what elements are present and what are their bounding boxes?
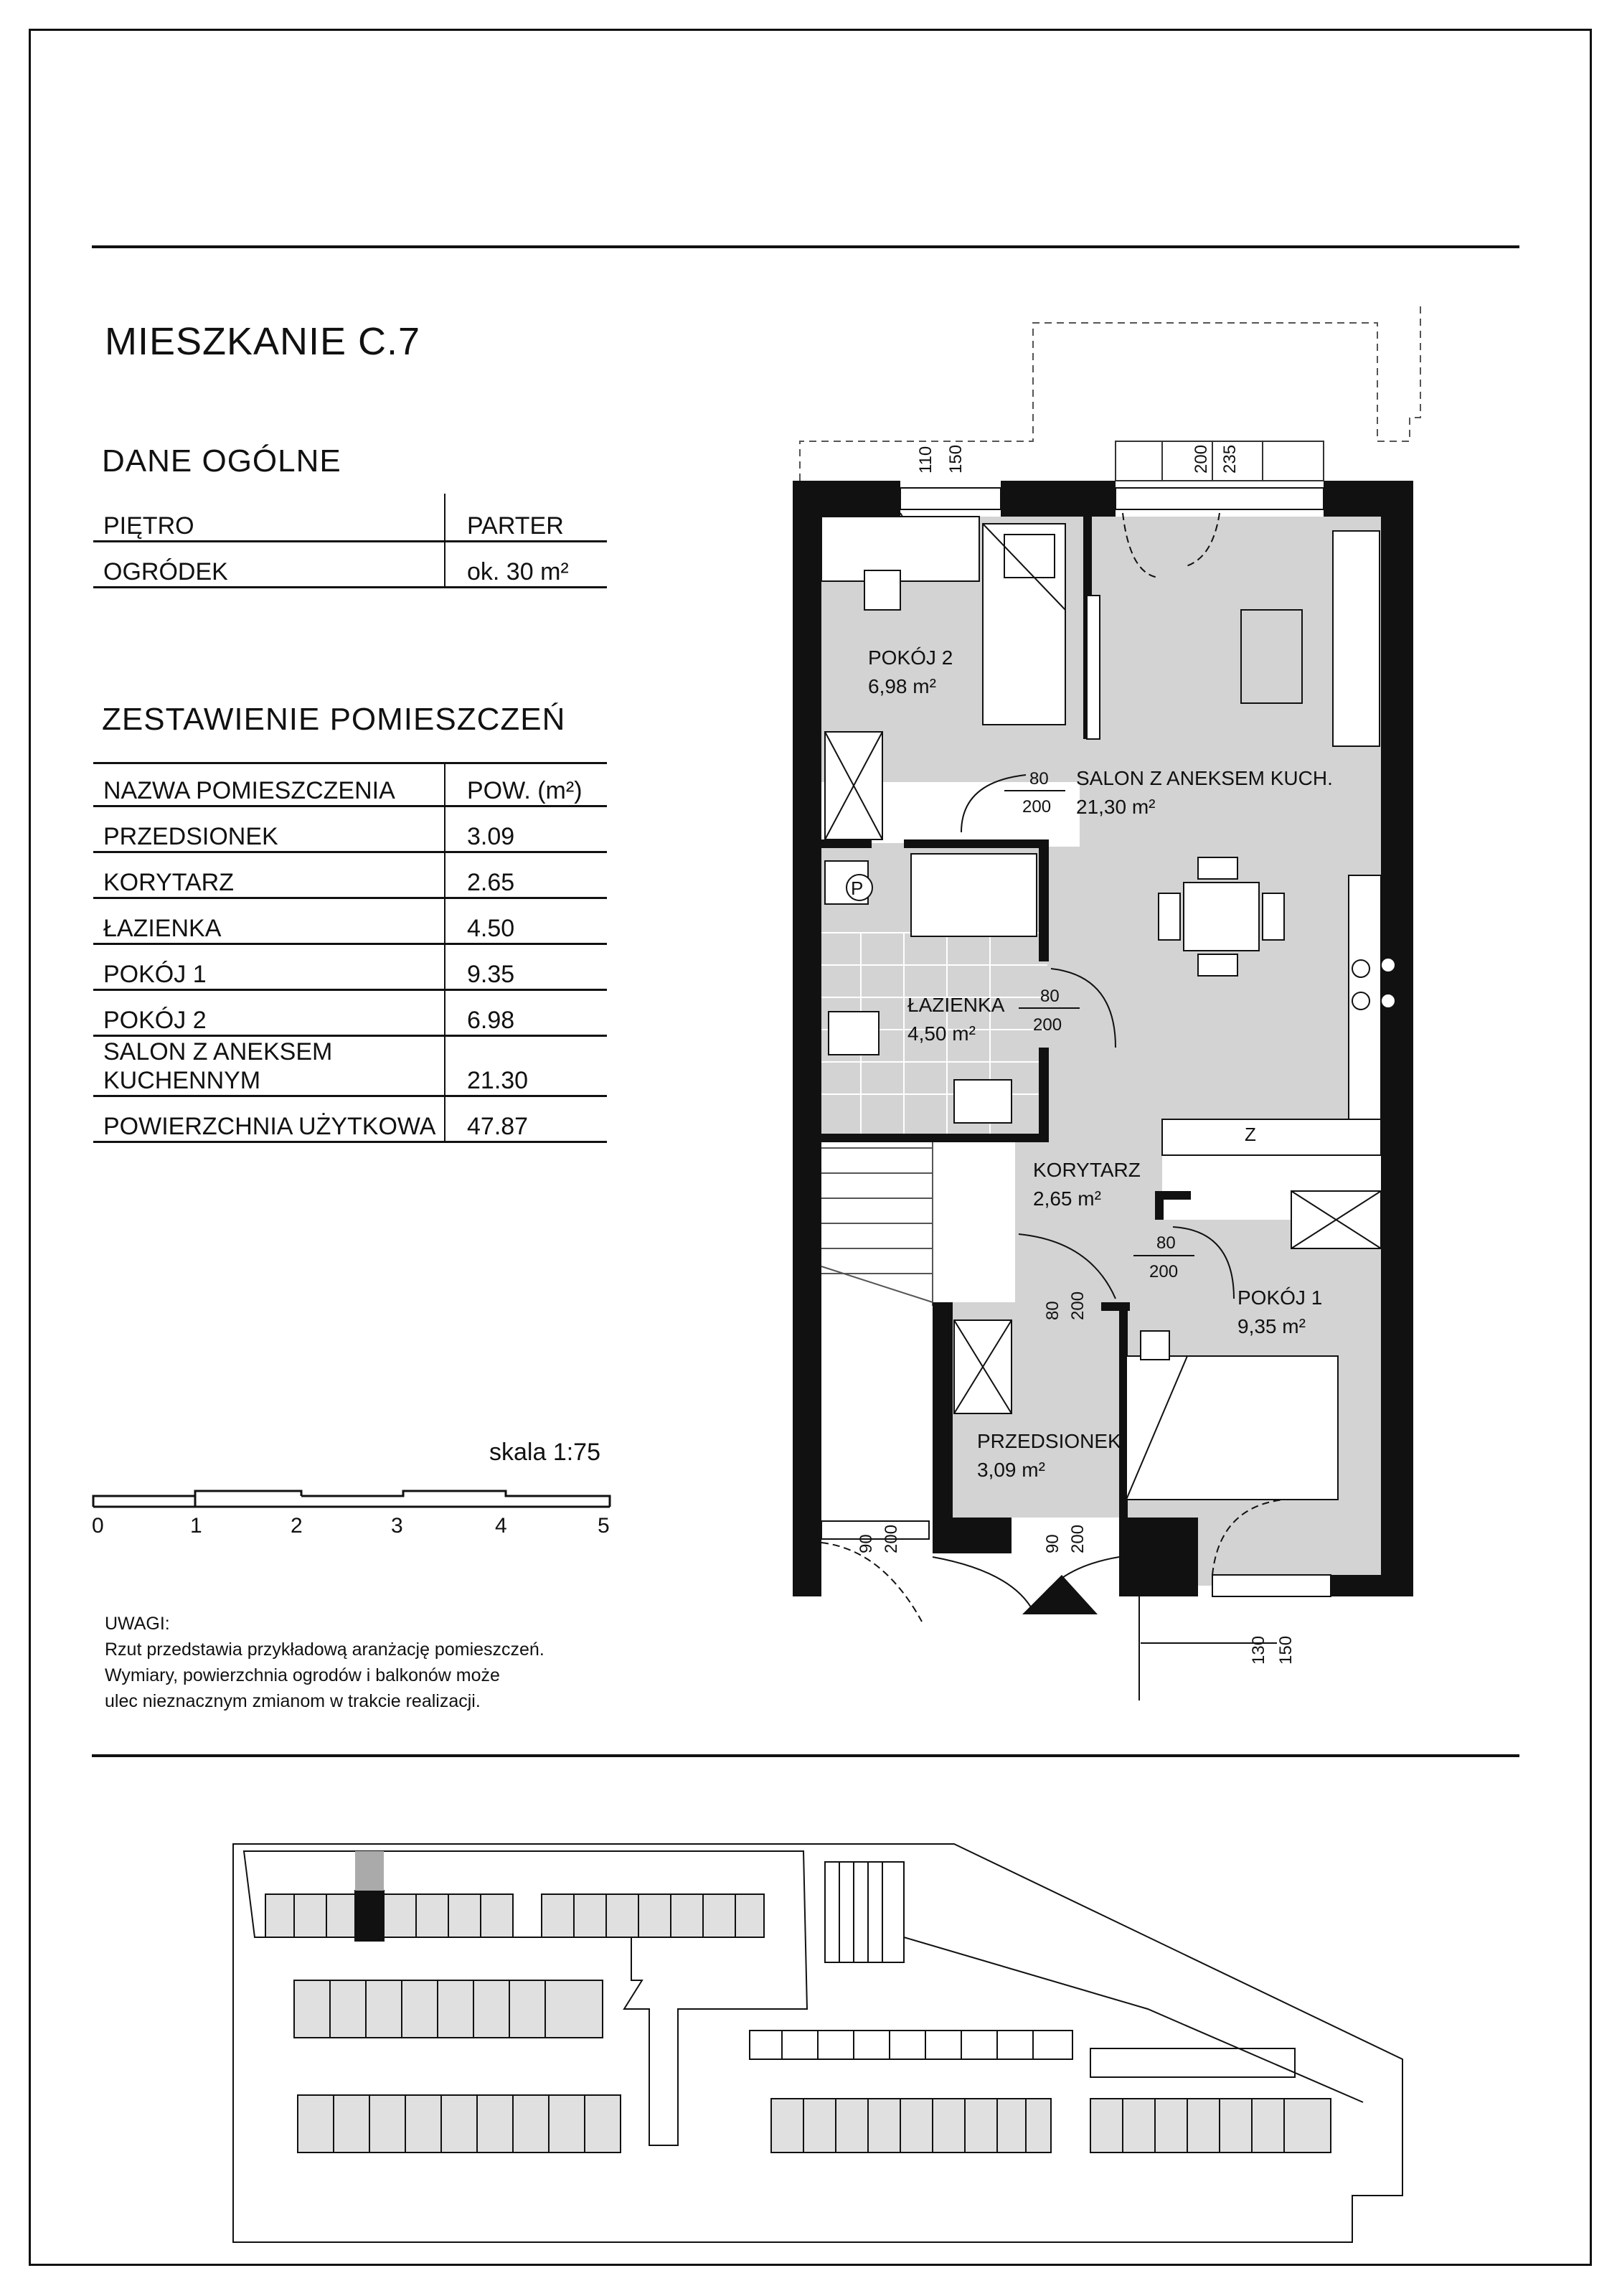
scale-tick: 5	[598, 1514, 610, 1538]
room-area: 9.35	[445, 944, 607, 990]
scale-bar	[93, 1491, 610, 1507]
room-area: 21.30	[445, 1036, 607, 1096]
wall-bottom-left	[793, 1507, 821, 1596]
rooms-heading: ZESTAWIENIE POMIESZCZEŃ	[102, 702, 566, 737]
notes-line: Wymiary, powierzchnia ogrodów i balkonów może	[105, 1665, 500, 1685]
window-pokoj2	[900, 488, 1001, 509]
general-heading: DANE OGÓLNE	[102, 443, 341, 479]
wall-partition-3	[904, 839, 1047, 848]
dim-150: 150	[1276, 1635, 1296, 1665]
building	[771, 2099, 1051, 2152]
notes-line: ulec nieznacznym zmianom w trakcie realizacji.	[105, 1691, 481, 1711]
label-przedsionek: PRZEDSIONEK	[977, 1430, 1121, 1452]
notes-heading: UWAGI:	[105, 1614, 170, 1634]
chair-pokoj2	[864, 570, 900, 610]
stairs	[821, 1141, 933, 1306]
wall-left	[793, 481, 821, 1596]
scale-tick: 4	[495, 1514, 507, 1538]
wall-top-left	[793, 481, 900, 517]
wall-partition-9	[1162, 1191, 1191, 1200]
room-area: 3.09	[445, 806, 607, 852]
building	[542, 1894, 764, 1937]
sofa	[1333, 531, 1380, 746]
building	[294, 1980, 603, 2038]
building	[265, 1894, 513, 1937]
building	[298, 2095, 621, 2152]
room-name: SALON Z ANEKSEM KUCHENNYM	[93, 1036, 445, 1096]
area-korytarz: 2,65 m²	[1033, 1187, 1101, 1210]
wall-bottom-rright	[1331, 1575, 1413, 1596]
label-salon: SALON Z ANEKSEM KUCH.	[1076, 767, 1333, 789]
room-area: 4.50	[445, 898, 607, 944]
wall-partition-10	[1101, 1302, 1130, 1311]
dim-door-80: 80	[1040, 987, 1060, 1006]
dim-200: 200	[1068, 1524, 1088, 1553]
area-salon: 21,30 m²	[1076, 796, 1156, 818]
page-title: MIESZKANIE C.7	[105, 320, 421, 363]
dim-80-vertical: 80	[1043, 1301, 1062, 1320]
room-area: 2.65	[445, 852, 607, 898]
wall-right	[1381, 481, 1413, 1596]
room-area: 47.87	[445, 1096, 607, 1142]
site-plan	[233, 1844, 1402, 2242]
sink	[954, 1080, 1012, 1123]
dim-110: 110	[916, 446, 935, 474]
wall-partition-4	[1039, 839, 1049, 961]
tv-unit	[1087, 596, 1100, 739]
wall-partition-5	[1039, 1048, 1049, 1137]
dim-235: 235	[1220, 444, 1240, 474]
room-name: POKÓJ 1	[93, 944, 445, 990]
room-name: ŁAZIENKA	[93, 898, 445, 944]
label-korytarz: KORYTARZ	[1033, 1159, 1141, 1181]
notes-line: Rzut przedstawia przykładową aranżację pomieszczeń.	[105, 1639, 544, 1660]
wall-bottom-mid	[933, 1518, 1012, 1553]
room-name: PRZEDSIONEK	[93, 806, 445, 852]
col-header-area: POW. (m²)	[445, 763, 607, 806]
apartment-marker-garden	[355, 1851, 384, 1891]
dim-door-200: 200	[1022, 797, 1052, 817]
area-pokoj1: 9,35 m²	[1237, 1315, 1306, 1337]
meter	[1141, 1331, 1169, 1360]
terrace	[1116, 441, 1324, 481]
col-header-name: NAZWA POMIESZCZENIA	[93, 763, 445, 806]
label-garden: OGRÓDEK	[93, 541, 445, 587]
coffee-table	[1241, 610, 1302, 703]
wall-partition-2	[821, 839, 872, 848]
scale-label: skala 1:75	[489, 1439, 600, 1466]
room-name: POKÓJ 2	[93, 990, 445, 1036]
area-pokoj2: 6,98 m²	[868, 675, 936, 697]
dim-200: 200	[882, 1524, 901, 1553]
dim-150: 150	[946, 444, 966, 474]
garden-outline	[800, 301, 1420, 481]
wall-bottom-pillar	[933, 1302, 953, 1518]
wall-top-mid	[1001, 481, 1116, 517]
boiler-symbol: P	[851, 878, 864, 899]
area-przedsionek: 3,09 m²	[977, 1459, 1045, 1481]
kitchen-counter-2	[1162, 1119, 1381, 1155]
toilet	[829, 1012, 879, 1055]
dim-130: 130	[1249, 1635, 1268, 1665]
value-garden: ok. 30 m²	[445, 541, 607, 587]
area-lazienka: 4,50 m²	[907, 1022, 976, 1045]
building	[1090, 2099, 1331, 2152]
room-name: POWIERZCHNIA UŻYTKOWA	[93, 1096, 445, 1142]
dim-door-200: 200	[1033, 1015, 1062, 1035]
window-salon	[1116, 488, 1324, 509]
fridge-symbol: Z	[1245, 1124, 1256, 1145]
dim-door-200: 200	[1149, 1262, 1179, 1281]
label-pokoj1: POKÓJ 1	[1237, 1286, 1323, 1309]
value-floor: PARTER	[445, 494, 607, 541]
parking-lot	[825, 1862, 904, 1962]
window-pokoj1	[1212, 1575, 1331, 1596]
parking-lot	[1090, 2048, 1295, 2077]
scale-tick: 1	[190, 1514, 202, 1538]
wall-bottom-right	[1119, 1518, 1198, 1596]
dim-200-vertical: 200	[1068, 1291, 1088, 1320]
floor-plan	[793, 301, 1420, 1700]
building-rows	[265, 1894, 1331, 2152]
parking	[750, 1862, 1363, 2102]
label-floor: PIĘTRO	[93, 494, 445, 541]
dim-door-80: 80	[1029, 769, 1049, 789]
dim-90: 90	[857, 1534, 876, 1553]
dining-table	[1184, 883, 1259, 951]
bed-pokoj1	[1126, 1356, 1338, 1500]
wall-partition-6	[821, 1134, 1049, 1142]
wardrobe-pokoj2	[1004, 535, 1055, 578]
dim-door-80: 80	[1156, 1233, 1176, 1253]
scale-tick: 3	[391, 1514, 403, 1538]
label-lazienka: ŁAZIENKA	[907, 994, 1005, 1016]
dim-90: 90	[1043, 1534, 1062, 1553]
parking-lot	[750, 2031, 1072, 2059]
cabinet-shower	[911, 854, 1037, 936]
label-pokoj2: POKÓJ 2	[868, 646, 953, 669]
entrance-marker	[1022, 1575, 1098, 1614]
room-name: KORYTARZ	[93, 852, 445, 898]
dim-200: 200	[1192, 444, 1211, 474]
apartment-marker	[355, 1891, 384, 1941]
room-area: 6.98	[445, 990, 607, 1036]
scale-tick: 0	[92, 1514, 104, 1538]
scale-tick: 2	[291, 1514, 303, 1538]
